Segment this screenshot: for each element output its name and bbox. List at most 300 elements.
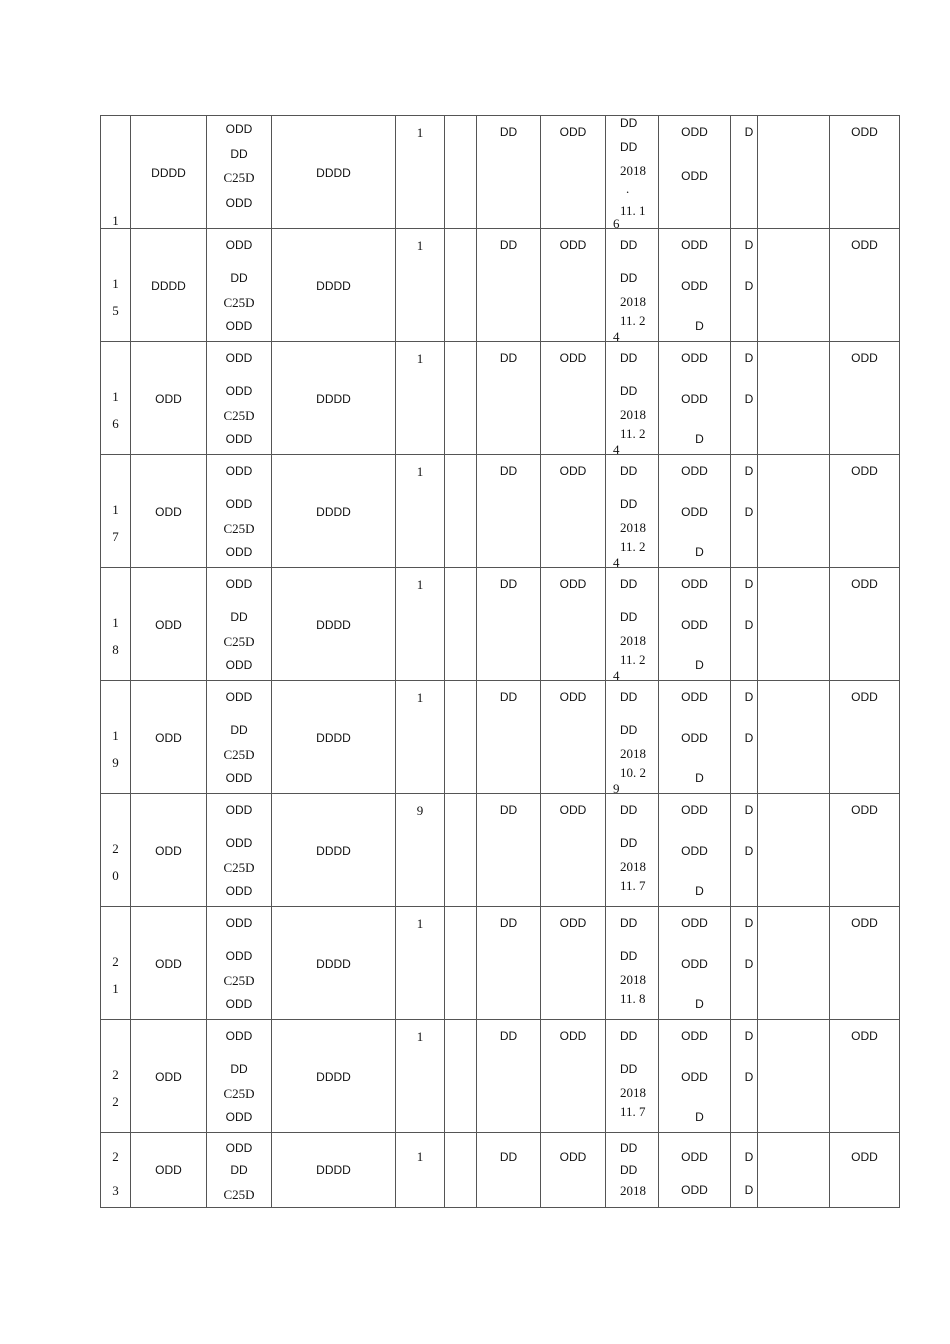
quantity: 1 — [416, 690, 424, 705]
spec-line-4: ODD — [225, 432, 253, 446]
col-7-cell — [541, 681, 606, 794]
col-7-value: ODD — [559, 577, 587, 591]
col-9-line-3: D — [695, 545, 704, 559]
col-12-value: ODD — [851, 1150, 878, 1164]
date-cell — [606, 116, 659, 229]
col-10-line-1: D — [744, 125, 754, 139]
col-6-value: DD — [499, 1150, 518, 1164]
blank-cell — [445, 1133, 477, 1208]
col-12-cell — [830, 907, 900, 1020]
name-cell — [131, 1020, 207, 1133]
spec-line-4: ODD — [225, 1110, 253, 1124]
col-10-line-1: D — [744, 916, 754, 930]
date-cell — [606, 568, 659, 681]
spec-cell — [207, 229, 272, 342]
table-row — [101, 568, 900, 681]
date-cell — [606, 455, 659, 568]
col-6-cell — [477, 681, 541, 794]
item-type: DDDD — [316, 1163, 351, 1177]
date-month-day: 11. 8 — [620, 991, 646, 1006]
row-number-cell — [101, 1020, 131, 1133]
spec-line-2: DD — [230, 610, 248, 624]
col-6-value: DD — [499, 803, 518, 817]
quantity: 1 — [416, 238, 424, 253]
date-label-top: DD — [620, 351, 638, 365]
table-row — [101, 1133, 900, 1208]
spec-cell — [207, 568, 272, 681]
date-month-day: 11. 1 — [620, 203, 646, 218]
spec-line-2: ODD — [225, 497, 253, 511]
col-9-line-1: ODD — [681, 238, 708, 252]
spec-line-1: ODD — [225, 577, 253, 591]
row-number-units: 9 — [112, 755, 119, 770]
col-6-value: DD — [499, 577, 518, 591]
spec-line-1: ODD — [225, 916, 253, 930]
quantity-cell — [396, 342, 445, 455]
quantity-cell — [396, 907, 445, 1020]
date-month-day: 11. 2 — [620, 539, 646, 554]
blank-cell — [445, 568, 477, 681]
col-9-line-1: ODD — [681, 916, 708, 930]
date-cell — [606, 342, 659, 455]
col-11-cell — [758, 116, 830, 229]
spec-line-2: ODD — [225, 949, 253, 963]
name-cell — [131, 342, 207, 455]
col-11-cell — [758, 1133, 830, 1208]
record-table — [100, 115, 900, 1208]
quantity: 1 — [416, 464, 424, 479]
col-9-line-1: ODD — [681, 351, 708, 365]
date-year: 2018 — [620, 859, 646, 874]
row-number-tens: 1 — [112, 728, 119, 743]
date-label-top: DD — [620, 116, 638, 130]
col-9-line-3: D — [695, 771, 704, 785]
row-number-tens: 1 — [112, 502, 119, 517]
col-7-value: ODD — [559, 1029, 587, 1043]
col-9-line-3: D — [695, 1110, 704, 1124]
col-11-cell — [758, 1020, 830, 1133]
date-label-mid: DD — [620, 610, 638, 624]
date-cell — [606, 229, 659, 342]
item-name: ODD — [155, 844, 182, 858]
row-number-cell — [101, 116, 131, 229]
date-cell — [606, 681, 659, 794]
spec-cell — [207, 681, 272, 794]
col-10-line-2: D — [744, 1183, 754, 1197]
date-label-top: DD — [620, 464, 638, 478]
item-type: DDDD — [316, 505, 351, 519]
item-type: DDDD — [316, 844, 351, 858]
col-10-cell — [731, 1020, 758, 1133]
item-name: ODD — [155, 1163, 182, 1177]
date-year: 2018 — [620, 520, 646, 535]
table-row — [101, 907, 900, 1020]
spec-line-1: ODD — [225, 1141, 253, 1155]
date-month-day: 11. 2 — [620, 313, 646, 328]
row-number-tens: 2 — [112, 1149, 119, 1164]
name-cell — [131, 229, 207, 342]
quantity-cell — [396, 116, 445, 229]
date-month-day: 11. 7 — [620, 878, 646, 893]
col-10-cell — [731, 907, 758, 1020]
col-9-cell — [659, 907, 731, 1020]
spec-line-2: ODD — [225, 836, 253, 850]
col-7-value: ODD — [559, 238, 587, 252]
col-10-line-1: D — [744, 351, 754, 365]
col-9-line-3: D — [695, 884, 704, 898]
quantity-cell — [396, 229, 445, 342]
col-10-cell — [731, 455, 758, 568]
col-9-cell — [659, 1133, 731, 1208]
row-number-tens: 1 — [112, 213, 119, 228]
date-month-day: 10. 2 — [620, 765, 646, 780]
item-name: ODD — [155, 505, 182, 519]
col-9-line-1: ODD — [681, 1029, 708, 1043]
row-number-units: 1 — [112, 981, 119, 996]
spec-cell — [207, 342, 272, 455]
spec-grade: C25D — [223, 408, 255, 423]
col-12-value: ODD — [851, 1029, 878, 1043]
spec-line-1: ODD — [225, 803, 253, 817]
col-9-line-2: ODD — [681, 169, 708, 183]
blank-cell — [445, 342, 477, 455]
col-7-value: ODD — [559, 1150, 587, 1164]
col-6-cell — [477, 1020, 541, 1133]
date-month-day: 11. 2 — [620, 426, 646, 441]
col-7-cell — [541, 568, 606, 681]
row-number-tens: 2 — [112, 1067, 119, 1082]
type-cell — [272, 116, 396, 229]
quantity-cell — [396, 681, 445, 794]
col-10-line-2: D — [744, 957, 754, 971]
date-year: 2018 — [620, 163, 646, 178]
quantity: 1 — [416, 1029, 424, 1044]
col-10-cell — [731, 1133, 758, 1208]
spec-grade: C25D — [223, 295, 255, 310]
col-9-line-2: ODD — [681, 1070, 708, 1084]
quantity: 9 — [416, 803, 424, 818]
date-dot: . — [626, 181, 630, 196]
spec-line-1: ODD — [225, 1029, 253, 1043]
col-10-line-1: D — [744, 1150, 754, 1164]
table-row — [101, 1020, 900, 1133]
spec-line-1: ODD — [225, 351, 253, 365]
col-12-cell — [830, 229, 900, 342]
col-11-cell — [758, 907, 830, 1020]
date-label-mid: DD — [620, 497, 638, 511]
type-cell — [272, 1133, 396, 1208]
col-9-cell — [659, 794, 731, 907]
col-10-line-1: D — [744, 238, 754, 252]
spec-line-4: ODD — [225, 658, 253, 672]
col-9-cell — [659, 1020, 731, 1133]
row-number-cell — [101, 455, 131, 568]
col-12-cell — [830, 116, 900, 229]
spec-line-1: ODD — [225, 122, 253, 136]
col-9-line-1: ODD — [681, 1150, 708, 1164]
row-number-units: 3 — [112, 1183, 119, 1198]
quantity-cell — [396, 1133, 445, 1208]
col-9-line-2: ODD — [681, 957, 708, 971]
row-number-tens: 2 — [112, 954, 119, 969]
col-7-cell — [541, 116, 606, 229]
col-10-cell — [731, 342, 758, 455]
spec-line-2: DD — [230, 723, 248, 737]
name-cell — [131, 455, 207, 568]
col-6-value: DD — [499, 916, 518, 930]
type-cell — [272, 568, 396, 681]
item-name: DDDD — [151, 279, 186, 293]
item-type: DDDD — [316, 166, 351, 180]
col-7-value: ODD — [559, 803, 587, 817]
col-6-cell — [477, 568, 541, 681]
date-label-mid: DD — [620, 1163, 638, 1177]
date-label-top: DD — [620, 916, 638, 930]
date-label-mid: DD — [620, 836, 638, 850]
spec-line-1: ODD — [225, 464, 253, 478]
col-6-cell — [477, 455, 541, 568]
col-6-cell — [477, 229, 541, 342]
col-11-cell — [758, 568, 830, 681]
row-number-units: 6 — [112, 416, 119, 431]
col-12-value: ODD — [851, 238, 878, 252]
blank-cell — [445, 907, 477, 1020]
col-9-line-2: ODD — [681, 279, 708, 293]
blank-cell — [445, 794, 477, 907]
table-row — [101, 342, 900, 455]
spec-line-2: ODD — [225, 384, 253, 398]
date-label-top: DD — [620, 1029, 638, 1043]
col-9-line-3: D — [695, 658, 704, 672]
col-6-value: DD — [499, 690, 518, 704]
item-type: DDDD — [316, 731, 351, 745]
date-label-mid: DD — [620, 949, 638, 963]
item-type: DDDD — [316, 957, 351, 971]
date-tail: 4 — [613, 329, 620, 342]
col-11-cell — [758, 229, 830, 342]
col-12-value: ODD — [851, 916, 878, 930]
quantity: 1 — [416, 351, 424, 366]
date-label-mid: DD — [620, 140, 638, 154]
col-9-cell — [659, 681, 731, 794]
spec-line-4: ODD — [225, 884, 253, 898]
item-name: ODD — [155, 1070, 182, 1084]
item-name: ODD — [155, 392, 182, 406]
date-label-mid: DD — [620, 271, 638, 285]
col-11-cell — [758, 455, 830, 568]
col-10-cell — [731, 681, 758, 794]
type-cell — [272, 907, 396, 1020]
date-year: 2018 — [620, 633, 646, 648]
quantity-cell — [396, 568, 445, 681]
spec-cell — [207, 116, 272, 229]
col-10-line-1: D — [744, 803, 754, 817]
blank-cell — [445, 116, 477, 229]
spec-grade: C25D — [223, 521, 255, 536]
date-label-top: DD — [620, 1141, 638, 1155]
col-9-line-1: ODD — [681, 464, 708, 478]
row-number-cell — [101, 568, 131, 681]
col-12-value: ODD — [851, 125, 878, 139]
item-name: ODD — [155, 618, 182, 632]
quantity: 1 — [416, 577, 424, 592]
date-label-mid: DD — [620, 1062, 638, 1076]
col-7-cell — [541, 1020, 606, 1133]
col-7-cell — [541, 342, 606, 455]
name-cell — [131, 116, 207, 229]
name-cell — [131, 794, 207, 907]
col-6-cell — [477, 907, 541, 1020]
col-10-line-2: D — [744, 279, 754, 293]
spec-grade: C25D — [223, 860, 255, 875]
col-12-cell — [830, 1133, 900, 1208]
quantity: 1 — [416, 125, 424, 140]
col-12-cell — [830, 455, 900, 568]
col-12-value: ODD — [851, 690, 878, 704]
item-name: ODD — [155, 957, 182, 971]
col-6-cell — [477, 342, 541, 455]
col-9-cell — [659, 455, 731, 568]
col-12-cell — [830, 568, 900, 681]
spec-line-2: DD — [230, 147, 248, 161]
row-number-units: 5 — [112, 303, 119, 318]
blank-cell — [445, 681, 477, 794]
date-cell — [606, 1133, 659, 1208]
col-10-line-2: D — [744, 844, 754, 858]
spec-line-4: ODD — [225, 319, 253, 333]
col-12-cell — [830, 342, 900, 455]
date-year: 2018 — [620, 972, 646, 987]
spec-line-4: ODD — [225, 771, 253, 785]
spec-grade: C25D — [223, 747, 255, 762]
col-6-value: DD — [499, 1029, 518, 1043]
row-number-units: 8 — [112, 642, 119, 657]
date-month-day: 11. 7 — [620, 1104, 646, 1119]
row-number-cell — [101, 342, 131, 455]
spec-cell — [207, 455, 272, 568]
col-10-line-1: D — [744, 1029, 754, 1043]
col-6-cell — [477, 116, 541, 229]
col-7-cell — [541, 1133, 606, 1208]
spec-cell — [207, 1133, 272, 1208]
col-12-cell — [830, 681, 900, 794]
col-10-line-1: D — [744, 577, 754, 591]
date-year: 2018 — [620, 294, 646, 309]
quantity: 1 — [416, 916, 424, 931]
col-11-cell — [758, 794, 830, 907]
table-row — [101, 229, 900, 342]
col-6-value: DD — [499, 464, 518, 478]
col-9-line-3: D — [695, 997, 704, 1011]
col-10-cell — [731, 116, 758, 229]
col-7-cell — [541, 794, 606, 907]
item-name: DDDD — [151, 166, 186, 180]
spec-cell — [207, 1020, 272, 1133]
type-cell — [272, 455, 396, 568]
spec-grade: C25D — [223, 170, 255, 185]
item-type: DDDD — [316, 1070, 351, 1084]
date-year: 2018 — [620, 1085, 646, 1100]
spec-line-1: ODD — [225, 238, 253, 252]
row-number-tens: 2 — [112, 841, 119, 856]
date-tail: 4 — [613, 668, 620, 681]
row-number-tens: 1 — [112, 615, 119, 630]
col-9-line-1: ODD — [681, 577, 708, 591]
item-type: DDDD — [316, 618, 351, 632]
spec-cell — [207, 794, 272, 907]
date-label-mid: DD — [620, 723, 638, 737]
type-cell — [272, 681, 396, 794]
col-11-cell — [758, 681, 830, 794]
type-cell — [272, 794, 396, 907]
spec-line-2: DD — [230, 1163, 248, 1177]
date-cell — [606, 1020, 659, 1133]
name-cell — [131, 568, 207, 681]
col-10-cell — [731, 229, 758, 342]
col-9-cell — [659, 568, 731, 681]
col-9-line-2: ODD — [681, 392, 708, 406]
blank-cell — [445, 229, 477, 342]
blank-cell — [445, 1020, 477, 1133]
row-number-cell — [101, 907, 131, 1020]
col-9-cell — [659, 116, 731, 229]
table-row — [101, 455, 900, 568]
row-number-cell — [101, 229, 131, 342]
col-9-cell — [659, 229, 731, 342]
spec-grade: C25D — [223, 973, 255, 988]
row-number-cell — [101, 794, 131, 907]
col-9-line-2: ODD — [681, 505, 708, 519]
row-number-cell — [101, 1133, 131, 1208]
col-12-value: ODD — [851, 464, 878, 478]
quantity: 1 — [416, 1149, 424, 1164]
col-7-value: ODD — [559, 464, 587, 478]
spec-grade: C25D — [223, 1187, 255, 1202]
col-6-cell — [477, 1133, 541, 1208]
type-cell — [272, 342, 396, 455]
col-10-line-1: D — [744, 690, 754, 704]
col-9-cell — [659, 342, 731, 455]
date-month-day: 11. 2 — [620, 652, 646, 667]
spec-line-4: ODD — [225, 196, 253, 210]
name-cell — [131, 1133, 207, 1208]
quantity-cell — [396, 455, 445, 568]
name-cell — [131, 907, 207, 1020]
col-7-cell — [541, 455, 606, 568]
col-6-cell — [477, 794, 541, 907]
col-12-cell — [830, 1020, 900, 1133]
spec-grade: C25D — [223, 634, 255, 649]
col-9-line-1: ODD — [681, 125, 708, 139]
date-tail: 6 — [613, 216, 620, 229]
row-number-tens: 1 — [112, 389, 119, 404]
blank-cell — [445, 455, 477, 568]
type-cell — [272, 1020, 396, 1133]
spec-line-2: DD — [230, 271, 248, 285]
spec-grade: C25D — [223, 1086, 255, 1101]
table-row — [101, 794, 900, 907]
col-7-value: ODD — [559, 690, 587, 704]
col-9-line-2: ODD — [681, 844, 708, 858]
item-name: ODD — [155, 731, 182, 745]
col-10-line-1: D — [744, 464, 754, 478]
spec-line-2: DD — [230, 1062, 248, 1076]
col-10-line-2: D — [744, 505, 754, 519]
date-tail: 9 — [613, 781, 620, 794]
item-type: DDDD — [316, 392, 351, 406]
type-cell — [272, 229, 396, 342]
col-10-line-2: D — [744, 392, 754, 406]
